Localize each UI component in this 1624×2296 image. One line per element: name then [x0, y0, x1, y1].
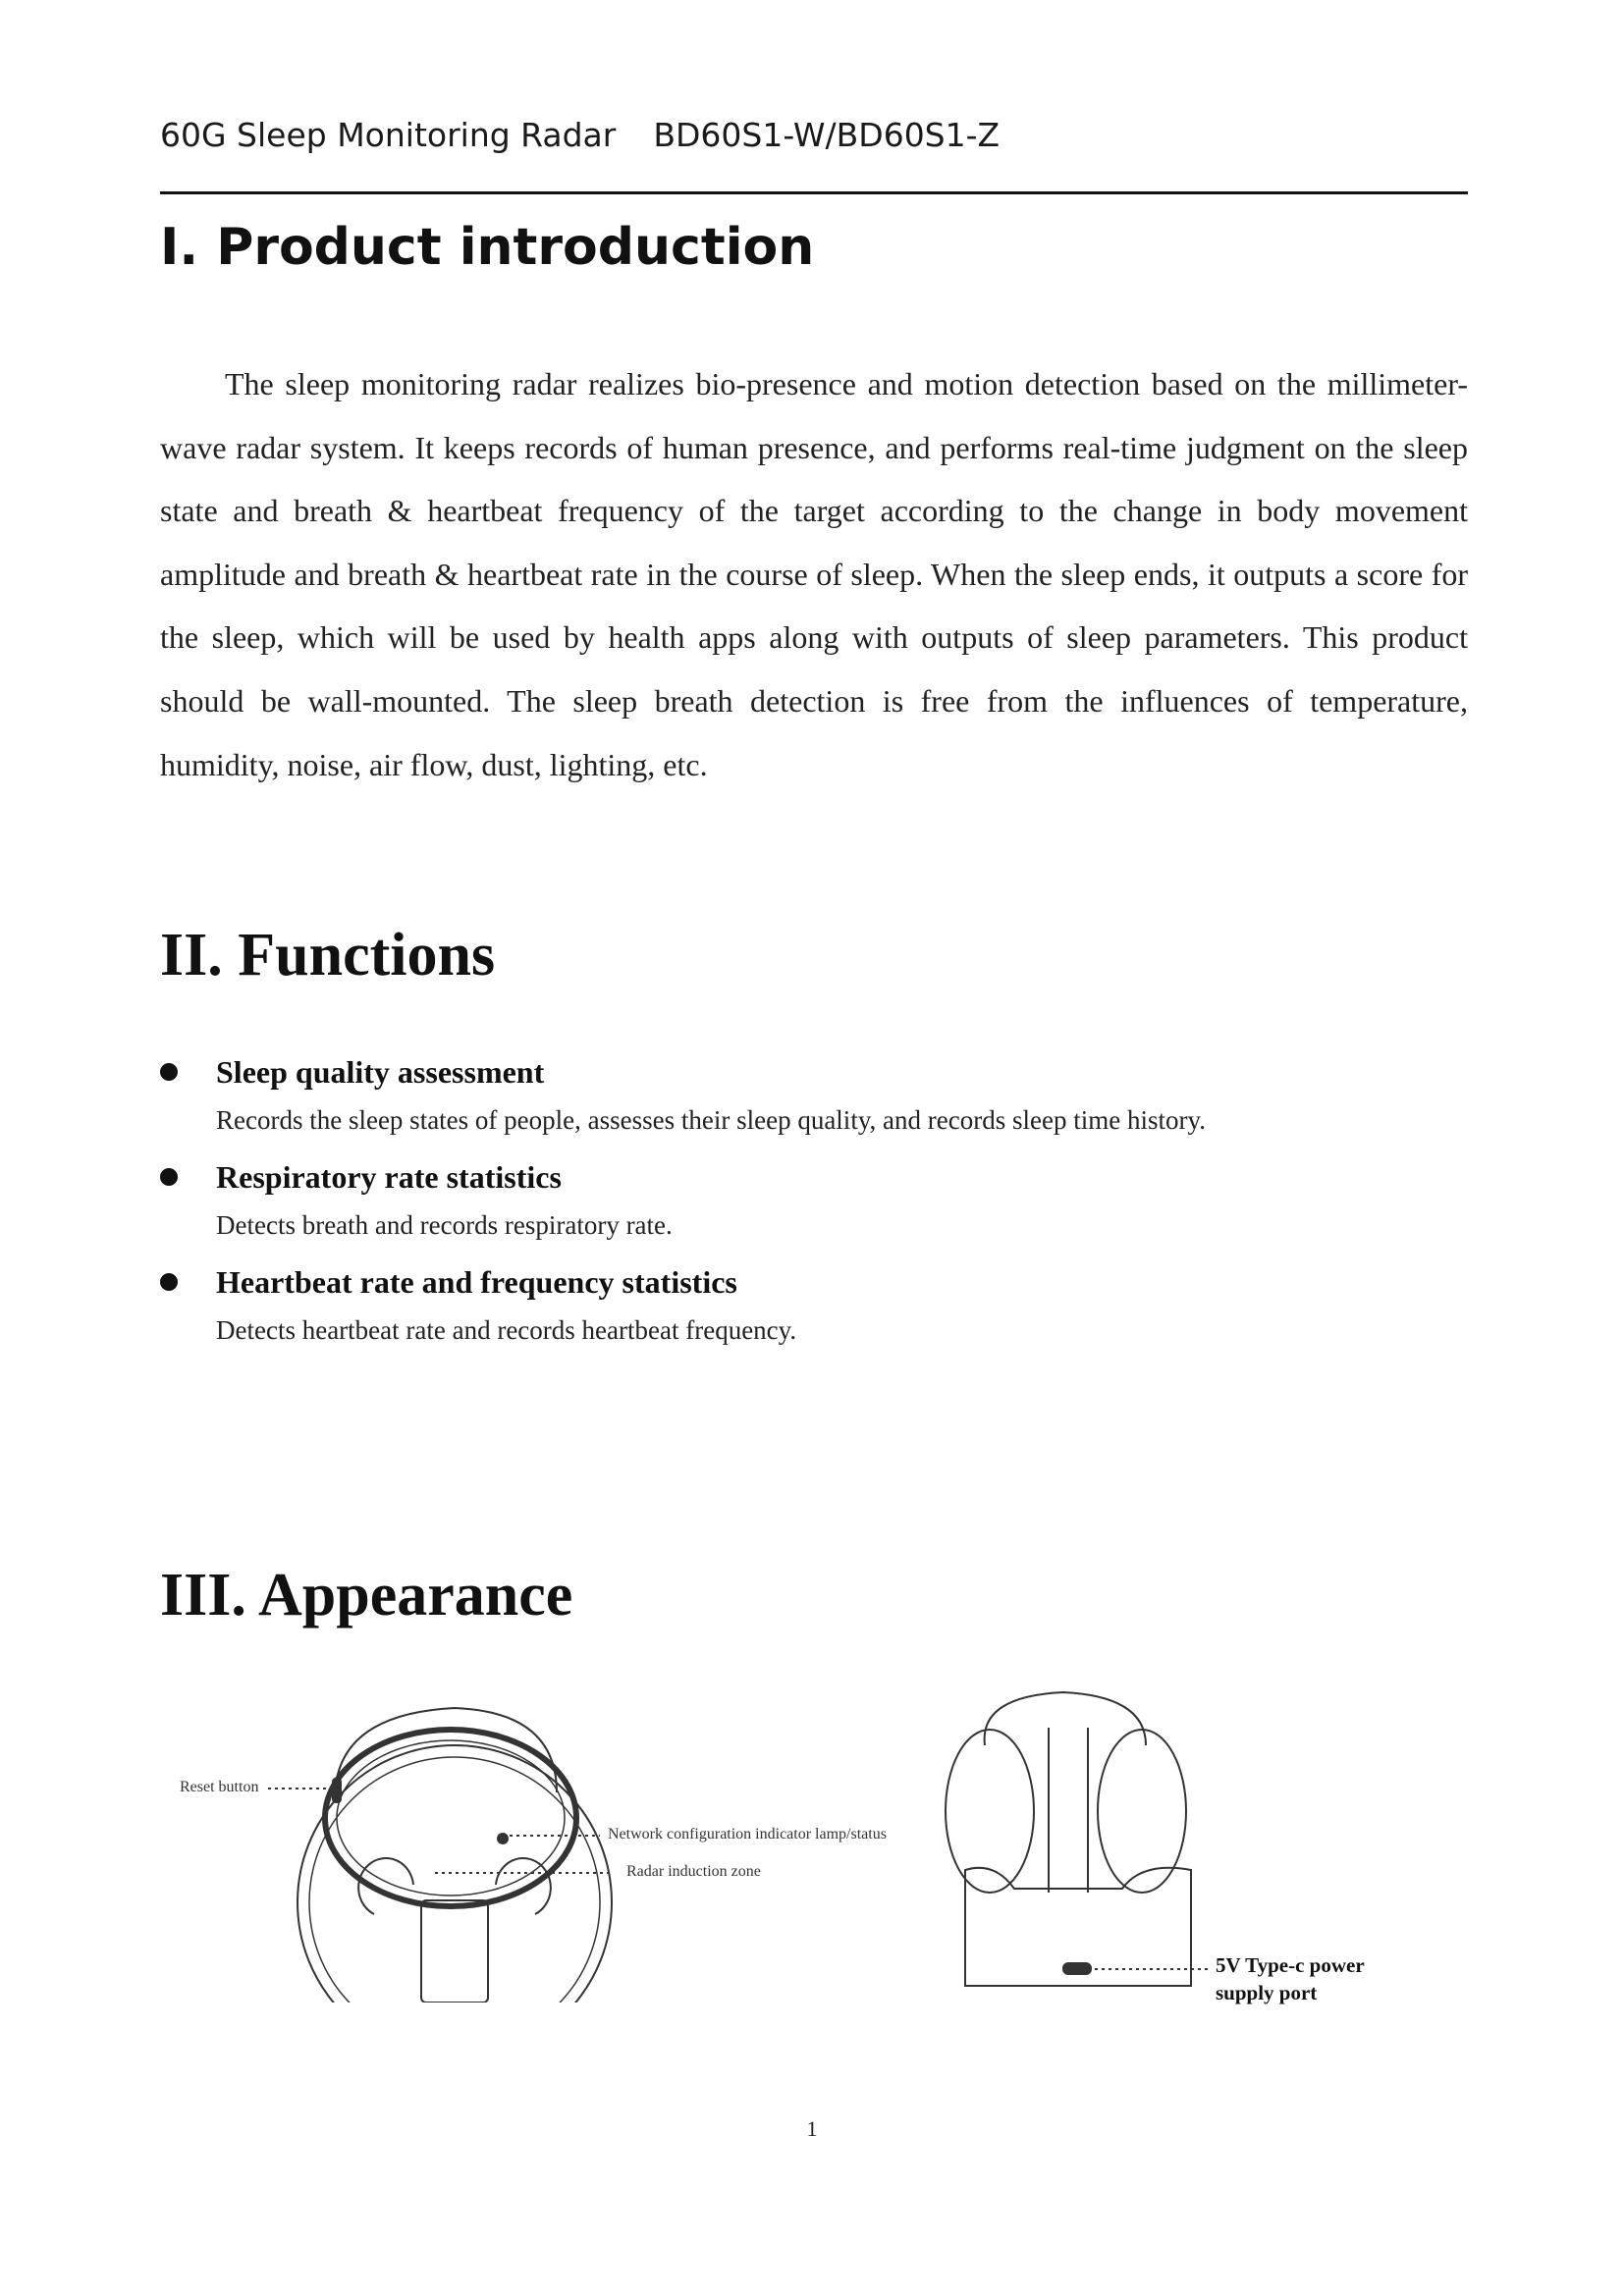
product-introduction-paragraph: The sleep monitoring radar realizes bio-presence and motion detection based on the millimeter-wave radar system. It keeps records of human presence, and performs real-time judgment on the sleep state and breath & heartbeat frequency of the target according to the change in body movement amplitude and breath & heartbeat rate in the course of sleep. When the sleep ends, it outputs a score for the sleep, which will be used by health apps along with outputs of sleep parameters. This product should be wall-mounted. The sleep breath detection is free from the influences of temperature, humidity, noise, air flow, dust, lighting, etc. — [160, 366, 1468, 782]
header-product-name: 60G Sleep Monitoring Radar — [160, 116, 617, 154]
function-item — [160, 1155, 1468, 1260]
section-title-functions: II. Functions — [160, 922, 496, 988]
side-head-left-face — [946, 1730, 1034, 1893]
network-indicator-label: Network configuration indicator lamp/status — [608, 1826, 887, 1842]
function-item — [160, 1260, 1468, 1365]
functions-list — [160, 1050, 1468, 1365]
indicator-lamp-shape — [498, 1834, 508, 1843]
device-stand — [421, 1900, 488, 2002]
function-description: Detects heartbeat rate and records heartbeat frequency. — [216, 1315, 797, 1345]
type-c-port-shape — [1063, 1963, 1091, 1974]
section-title-appearance: III. Appearance — [160, 1562, 573, 1629]
reset-button-label: Reset button — [180, 1779, 259, 1795]
function-description: Records the sleep states of people, assesses their sleep quality, and records sleep time history. — [216, 1105, 1206, 1135]
function-title: Heartbeat rate and frequency statistics — [216, 1264, 737, 1300]
page-number: 1 — [806, 2116, 818, 2141]
bullet-icon — [160, 1168, 178, 1186]
power-port-label-line2: supply port — [1216, 1981, 1318, 2004]
bullet-icon — [160, 1063, 178, 1081]
bullet-icon — [160, 1273, 178, 1291]
radar-face-ring — [325, 1730, 576, 1906]
power-port-label — [1216, 1951, 1412, 2006]
appearance-figure — [160, 1669, 1468, 2002]
function-title: Respiratory rate statistics — [216, 1159, 562, 1195]
section-title-product-introduction: I. Product introduction — [160, 218, 815, 277]
radar-zone-label: Radar induction zone — [626, 1863, 761, 1880]
header-rule — [160, 191, 1468, 194]
power-port-label-line1: 5V Type-c power — [1216, 1953, 1365, 1977]
reset-button-shape — [333, 1779, 341, 1802]
header-model-number: BD60S1-W/BD60S1-Z — [653, 116, 1001, 154]
function-item — [160, 1050, 1468, 1155]
running-header — [160, 116, 1000, 154]
function-title: Sleep quality assessment — [216, 1054, 545, 1090]
function-description: Detects breath and records respiratory rate. — [216, 1210, 673, 1240]
